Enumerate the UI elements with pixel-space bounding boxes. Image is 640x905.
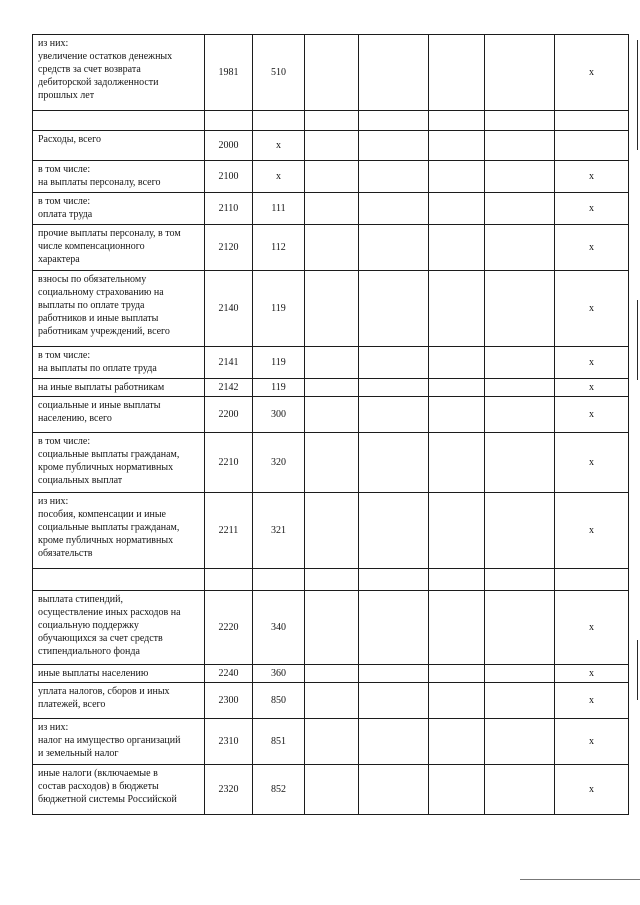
table-row bbox=[33, 683, 629, 719]
row-last-column bbox=[555, 111, 629, 131]
row-amount-cell bbox=[429, 347, 485, 379]
row-description bbox=[33, 161, 205, 193]
table-row-blank bbox=[33, 569, 629, 591]
row-kbk-code bbox=[253, 193, 305, 225]
row-amount-cell bbox=[485, 193, 555, 225]
row-last-column bbox=[555, 569, 629, 591]
row-description-text: иные выплаты населению bbox=[38, 668, 149, 679]
row-amount-cell bbox=[429, 35, 485, 111]
row-kbk-code-text: 360 bbox=[271, 668, 286, 679]
row-amount-cell bbox=[305, 225, 359, 271]
row-amount-cell bbox=[485, 569, 555, 591]
row-amount-cell bbox=[359, 111, 429, 131]
row-amount-cell bbox=[429, 379, 485, 397]
row-amount-cell bbox=[429, 683, 485, 719]
row-description-text: в том числе: на выплаты по оплате труда bbox=[38, 350, 157, 374]
row-amount-cell bbox=[359, 665, 429, 683]
row-kbk-code bbox=[253, 569, 305, 591]
row-line-code bbox=[205, 765, 253, 815]
row-kbk-code bbox=[253, 35, 305, 111]
row-kbk-code-text: 321 bbox=[271, 525, 286, 536]
row-last-column-text: x bbox=[589, 784, 594, 795]
row-kbk-code bbox=[253, 347, 305, 379]
table-row-blank bbox=[33, 111, 629, 131]
row-line-code bbox=[205, 493, 253, 569]
row-line-code-text: 2300 bbox=[218, 695, 239, 706]
scan-edge-mark bbox=[637, 40, 638, 150]
row-kbk-code bbox=[253, 271, 305, 347]
row-amount-cell bbox=[359, 193, 429, 225]
row-line-code bbox=[205, 397, 253, 433]
row-line-code-text: 2220 bbox=[218, 622, 239, 633]
row-amount-cell bbox=[359, 591, 429, 665]
row-kbk-code bbox=[253, 765, 305, 815]
row-description-text: из них: увеличение остатков денежных средств за счет возврата дебиторской задолженности прошлых лет bbox=[38, 38, 173, 101]
table-row bbox=[33, 719, 629, 765]
row-line-code bbox=[205, 131, 253, 161]
row-line-code-text: 2120 bbox=[218, 242, 239, 253]
row-description bbox=[33, 569, 205, 591]
row-amount-cell bbox=[485, 161, 555, 193]
row-description-text: выплата стипендий, осуществление иных расходов на социальную поддержку обучающихся за счет средств стипендиального фонда bbox=[38, 594, 181, 657]
row-amount-cell bbox=[429, 433, 485, 493]
row-line-code-text: 2200 bbox=[218, 409, 239, 420]
row-description bbox=[33, 765, 205, 815]
table-row bbox=[33, 665, 629, 683]
row-description-text: социальные и иные выплаты населению, всего bbox=[38, 400, 161, 424]
row-line-code-text: 2141 bbox=[218, 357, 239, 368]
row-description bbox=[33, 111, 205, 131]
row-amount-cell bbox=[359, 493, 429, 569]
table-row bbox=[33, 161, 629, 193]
row-amount-cell bbox=[485, 347, 555, 379]
row-kbk-code-text: 510 bbox=[271, 67, 286, 78]
row-kbk-code-text: 112 bbox=[271, 242, 286, 253]
row-amount-cell bbox=[359, 35, 429, 111]
row-kbk-code-text: 119 bbox=[271, 357, 286, 368]
table-row bbox=[33, 591, 629, 665]
row-amount-cell bbox=[485, 683, 555, 719]
row-kbk-code-text: 340 bbox=[271, 622, 286, 633]
row-last-column-text: x bbox=[589, 67, 594, 78]
row-description bbox=[33, 225, 205, 271]
row-amount-cell bbox=[485, 591, 555, 665]
row-line-code-text: 2211 bbox=[218, 525, 239, 536]
row-kbk-code bbox=[253, 665, 305, 683]
row-last-column-text: x bbox=[589, 171, 594, 182]
row-amount-cell bbox=[485, 397, 555, 433]
row-line-code bbox=[205, 347, 253, 379]
row-amount-cell bbox=[359, 569, 429, 591]
row-amount-cell bbox=[429, 193, 485, 225]
row-line-code bbox=[205, 665, 253, 683]
row-amount-cell bbox=[305, 493, 359, 569]
scan-edge-mark bbox=[637, 300, 638, 380]
row-line-code bbox=[205, 193, 253, 225]
row-description-text: из них: налог на имущество организаций и земельный налог bbox=[38, 722, 181, 759]
row-description-text: уплата налогов, сборов и иных платежей, всего bbox=[38, 686, 170, 710]
row-amount-cell bbox=[485, 719, 555, 765]
row-amount-cell bbox=[359, 161, 429, 193]
row-kbk-code-text: 300 bbox=[271, 409, 286, 420]
row-line-code-text: 2240 bbox=[218, 668, 239, 679]
row-description bbox=[33, 193, 205, 225]
row-line-code bbox=[205, 35, 253, 111]
row-last-column-text: x bbox=[589, 303, 594, 314]
row-last-column-text: x bbox=[589, 622, 594, 633]
row-kbk-code-text: 320 bbox=[271, 457, 286, 468]
row-amount-cell bbox=[485, 225, 555, 271]
row-amount-cell bbox=[305, 271, 359, 347]
row-amount-cell bbox=[485, 131, 555, 161]
row-description-text: взносы по обязательному социальному страхованию на выплаты по оплате труда работников и иные выплаты работникам учреждений, всего bbox=[38, 274, 170, 337]
row-kbk-code-text: 111 bbox=[271, 203, 286, 214]
scan-edge-mark bbox=[520, 879, 640, 880]
row-amount-cell bbox=[305, 397, 359, 433]
row-last-column bbox=[555, 379, 629, 397]
row-amount-cell bbox=[359, 719, 429, 765]
row-line-code-text: 2210 bbox=[218, 457, 239, 468]
row-line-code bbox=[205, 111, 253, 131]
scan-edge-mark bbox=[637, 640, 638, 700]
row-last-column bbox=[555, 493, 629, 569]
table-row bbox=[33, 493, 629, 569]
row-last-column bbox=[555, 131, 629, 161]
row-amount-cell bbox=[485, 765, 555, 815]
row-last-column bbox=[555, 225, 629, 271]
row-last-column bbox=[555, 433, 629, 493]
table-row bbox=[33, 271, 629, 347]
row-line-code bbox=[205, 719, 253, 765]
table-row bbox=[33, 379, 629, 397]
row-amount-cell bbox=[485, 271, 555, 347]
row-last-column-text: x bbox=[589, 357, 594, 368]
row-amount-cell bbox=[429, 591, 485, 665]
row-kbk-code bbox=[253, 433, 305, 493]
row-last-column-text: x bbox=[589, 203, 594, 214]
row-amount-cell bbox=[359, 131, 429, 161]
row-amount-cell bbox=[305, 591, 359, 665]
table-row bbox=[33, 193, 629, 225]
row-kbk-code-text: 119 bbox=[271, 303, 286, 314]
row-last-column bbox=[555, 397, 629, 433]
row-description-text: в том числе: на выплаты персоналу, всего bbox=[38, 164, 161, 188]
row-kbk-code-text: x bbox=[276, 140, 281, 151]
row-amount-cell bbox=[485, 665, 555, 683]
row-amount-cell bbox=[305, 433, 359, 493]
row-description bbox=[33, 665, 205, 683]
row-description-text: Расходы, всего bbox=[38, 134, 101, 145]
table-body bbox=[33, 35, 629, 815]
row-last-column bbox=[555, 719, 629, 765]
row-last-column bbox=[555, 161, 629, 193]
row-amount-cell bbox=[359, 765, 429, 815]
row-amount-cell bbox=[305, 765, 359, 815]
table-row bbox=[33, 225, 629, 271]
row-line-code bbox=[205, 379, 253, 397]
row-last-column bbox=[555, 591, 629, 665]
row-description bbox=[33, 591, 205, 665]
row-kbk-code bbox=[253, 719, 305, 765]
row-line-code-text: 2110 bbox=[218, 203, 239, 214]
row-last-column bbox=[555, 347, 629, 379]
row-amount-cell bbox=[359, 225, 429, 271]
table-row bbox=[33, 765, 629, 815]
row-line-code-text: 2142 bbox=[218, 382, 239, 393]
row-description-text: в том числе: социальные выплаты гражданам, кроме публичных нормативных социальных выплат bbox=[38, 436, 180, 486]
row-amount-cell bbox=[485, 493, 555, 569]
row-description-text: на иные выплаты работникам bbox=[38, 382, 165, 393]
row-amount-cell bbox=[485, 111, 555, 131]
row-amount-cell bbox=[305, 569, 359, 591]
row-amount-cell bbox=[305, 683, 359, 719]
row-kbk-code-text: 851 bbox=[271, 736, 286, 747]
row-amount-cell bbox=[359, 683, 429, 719]
row-last-column-text: x bbox=[589, 695, 594, 706]
row-kbk-code-text: 850 bbox=[271, 695, 286, 706]
row-line-code bbox=[205, 683, 253, 719]
table-row bbox=[33, 433, 629, 493]
row-description bbox=[33, 131, 205, 161]
row-description bbox=[33, 719, 205, 765]
row-description bbox=[33, 433, 205, 493]
row-line-code bbox=[205, 569, 253, 591]
row-line-code bbox=[205, 271, 253, 347]
table-row bbox=[33, 131, 629, 161]
row-amount-cell bbox=[485, 433, 555, 493]
row-amount-cell bbox=[429, 271, 485, 347]
row-last-column bbox=[555, 193, 629, 225]
row-amount-cell bbox=[429, 397, 485, 433]
row-last-column bbox=[555, 665, 629, 683]
row-amount-cell bbox=[429, 765, 485, 815]
row-kbk-code bbox=[253, 161, 305, 193]
row-amount-cell bbox=[305, 131, 359, 161]
row-kbk-code bbox=[253, 225, 305, 271]
row-description-text: иные налоги (включаемые в состав расходов) в бюджеты бюджетной системы Российской bbox=[38, 768, 177, 805]
row-amount-cell bbox=[359, 347, 429, 379]
table-row bbox=[33, 397, 629, 433]
row-amount-cell bbox=[485, 379, 555, 397]
budget-table bbox=[32, 34, 629, 815]
row-kbk-code bbox=[253, 397, 305, 433]
row-last-column-text: x bbox=[589, 409, 594, 420]
row-description bbox=[33, 35, 205, 111]
row-amount-cell bbox=[429, 161, 485, 193]
row-amount-cell bbox=[429, 665, 485, 683]
row-last-column bbox=[555, 35, 629, 111]
row-amount-cell bbox=[305, 161, 359, 193]
table-row bbox=[33, 35, 629, 111]
row-amount-cell bbox=[359, 271, 429, 347]
row-kbk-code-text: 852 bbox=[271, 784, 286, 795]
table-row bbox=[33, 347, 629, 379]
row-last-column-text: x bbox=[589, 382, 594, 393]
row-description bbox=[33, 379, 205, 397]
row-description-text: в том числе: оплата труда bbox=[38, 196, 93, 220]
row-amount-cell bbox=[305, 193, 359, 225]
row-amount-cell bbox=[429, 493, 485, 569]
row-amount-cell bbox=[305, 347, 359, 379]
row-amount-cell bbox=[485, 35, 555, 111]
row-amount-cell bbox=[305, 379, 359, 397]
row-amount-cell bbox=[429, 719, 485, 765]
row-line-code-text: 1981 bbox=[218, 67, 239, 78]
row-amount-cell bbox=[305, 719, 359, 765]
row-kbk-code bbox=[253, 111, 305, 131]
row-line-code bbox=[205, 161, 253, 193]
row-last-column-text: x bbox=[589, 242, 594, 253]
row-description bbox=[33, 397, 205, 433]
row-description bbox=[33, 271, 205, 347]
row-amount-cell bbox=[359, 397, 429, 433]
row-line-code-text: 2310 bbox=[218, 736, 239, 747]
row-description bbox=[33, 347, 205, 379]
row-amount-cell bbox=[429, 131, 485, 161]
row-last-column bbox=[555, 765, 629, 815]
row-kbk-code-text: 119 bbox=[271, 382, 286, 393]
row-kbk-code bbox=[253, 683, 305, 719]
row-kbk-code bbox=[253, 493, 305, 569]
row-description-text: прочие выплаты персоналу, в том числе компенсационного характера bbox=[38, 228, 181, 265]
row-line-code bbox=[205, 433, 253, 493]
row-amount-cell bbox=[305, 35, 359, 111]
row-amount-cell bbox=[429, 225, 485, 271]
row-line-code-text: 2320 bbox=[218, 784, 239, 795]
row-line-code-text: 2100 bbox=[218, 171, 239, 182]
row-amount-cell bbox=[305, 111, 359, 131]
row-kbk-code-text: x bbox=[276, 171, 281, 182]
row-last-column-text: x bbox=[589, 525, 594, 536]
row-line-code-text: 2140 bbox=[218, 303, 239, 314]
row-amount-cell bbox=[429, 569, 485, 591]
row-last-column bbox=[555, 271, 629, 347]
row-line-code-text: 2000 bbox=[218, 140, 239, 151]
row-description bbox=[33, 683, 205, 719]
row-last-column-text: x bbox=[589, 668, 594, 679]
row-kbk-code bbox=[253, 379, 305, 397]
row-amount-cell bbox=[359, 433, 429, 493]
row-amount-cell bbox=[305, 665, 359, 683]
row-last-column bbox=[555, 683, 629, 719]
row-last-column-text: x bbox=[589, 457, 594, 468]
row-amount-cell bbox=[359, 379, 429, 397]
row-line-code bbox=[205, 591, 253, 665]
row-description-text: из них: пособия, компенсации и иные социальные выплаты гражданам, кроме публичных нормативных обязательств bbox=[38, 496, 180, 559]
row-amount-cell bbox=[429, 111, 485, 131]
row-description bbox=[33, 493, 205, 569]
row-line-code bbox=[205, 225, 253, 271]
row-last-column-text: x bbox=[589, 736, 594, 747]
row-kbk-code bbox=[253, 131, 305, 161]
row-kbk-code bbox=[253, 591, 305, 665]
